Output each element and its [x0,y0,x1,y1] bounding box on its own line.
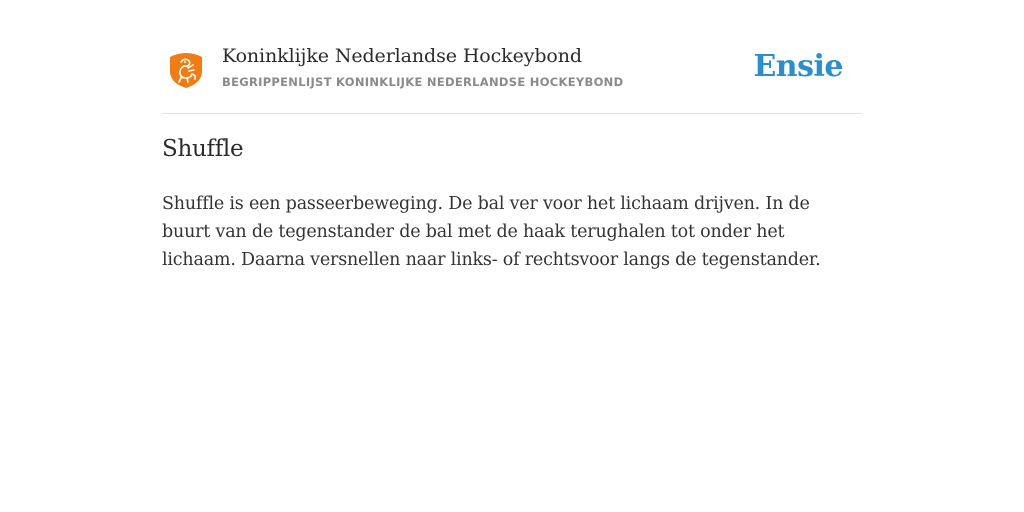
organization-name[interactable]: Koninklijke Nederlandse Hockeybond [222,45,582,67]
term-definition: Shuffle is een passeerbeweging. De bal ver voor het lichaam drijven. In de buurt van de tegenstander de bal met de haak terughalen tot onder het lichaam. Daarna versnellen naar links- of rechtsvoor langs de tegenstander. [162,194,821,270]
term-title: Shuffle [162,136,244,162]
knhb-lion-shield-icon[interactable] [168,51,204,89]
ensie-brand-link[interactable]: Ensie [753,49,843,84]
glossary-subtitle[interactable]: BEGRIPPENLIJST KONINKLIJKE NEDERLANDSE HOCKEYBOND [222,75,624,89]
header [162,40,862,114]
